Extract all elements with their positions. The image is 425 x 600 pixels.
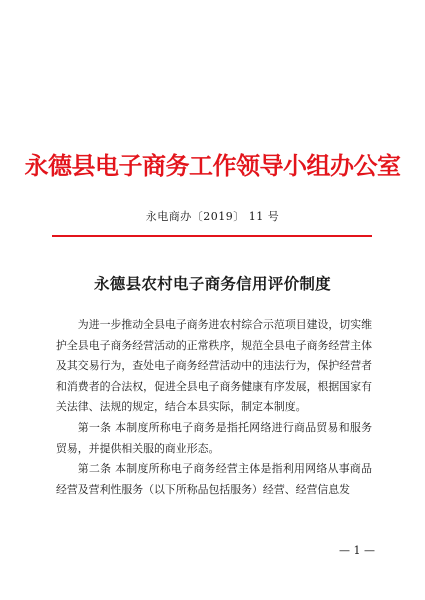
- document-number: 永电商办〔2019〕 11 号: [145, 210, 280, 223]
- document-body: [56, 315, 372, 500]
- paragraph-article-1: 第一条 本制度所称电子商务是指托网络进行商品贸易和服务贸易，并提供相关服的商业形态。: [56, 420, 372, 455]
- document-title: 永德县农村电子商务信用评价制度: [93, 274, 331, 293]
- issuing-office-header: 永德县电子商务工作领导小组办公室: [24, 151, 401, 180]
- red-divider-line: [52, 235, 372, 237]
- paragraph-preamble: 为进一步推动全县电子商务进农村综合示范项目建设，切实维护全县电子商务经营活动的正常秩序，规范全县电子商务经营主体及其交易行为，查处电子商务经营活动中的违法行为，保护经营者和消费者的合法权，促进全县电子商务健康有序发展，根据国家有关法律、法规的规定，结合本县实际，制定本制度。: [56, 318, 372, 414]
- paragraph-article-2: 第二条 本制度所称电子商务经营主体是指利用网络从事商品经营及营利性服务（以下所称品包括服务）经营、经营信息发: [56, 462, 372, 496]
- page-number: — 1 —: [339, 544, 375, 557]
